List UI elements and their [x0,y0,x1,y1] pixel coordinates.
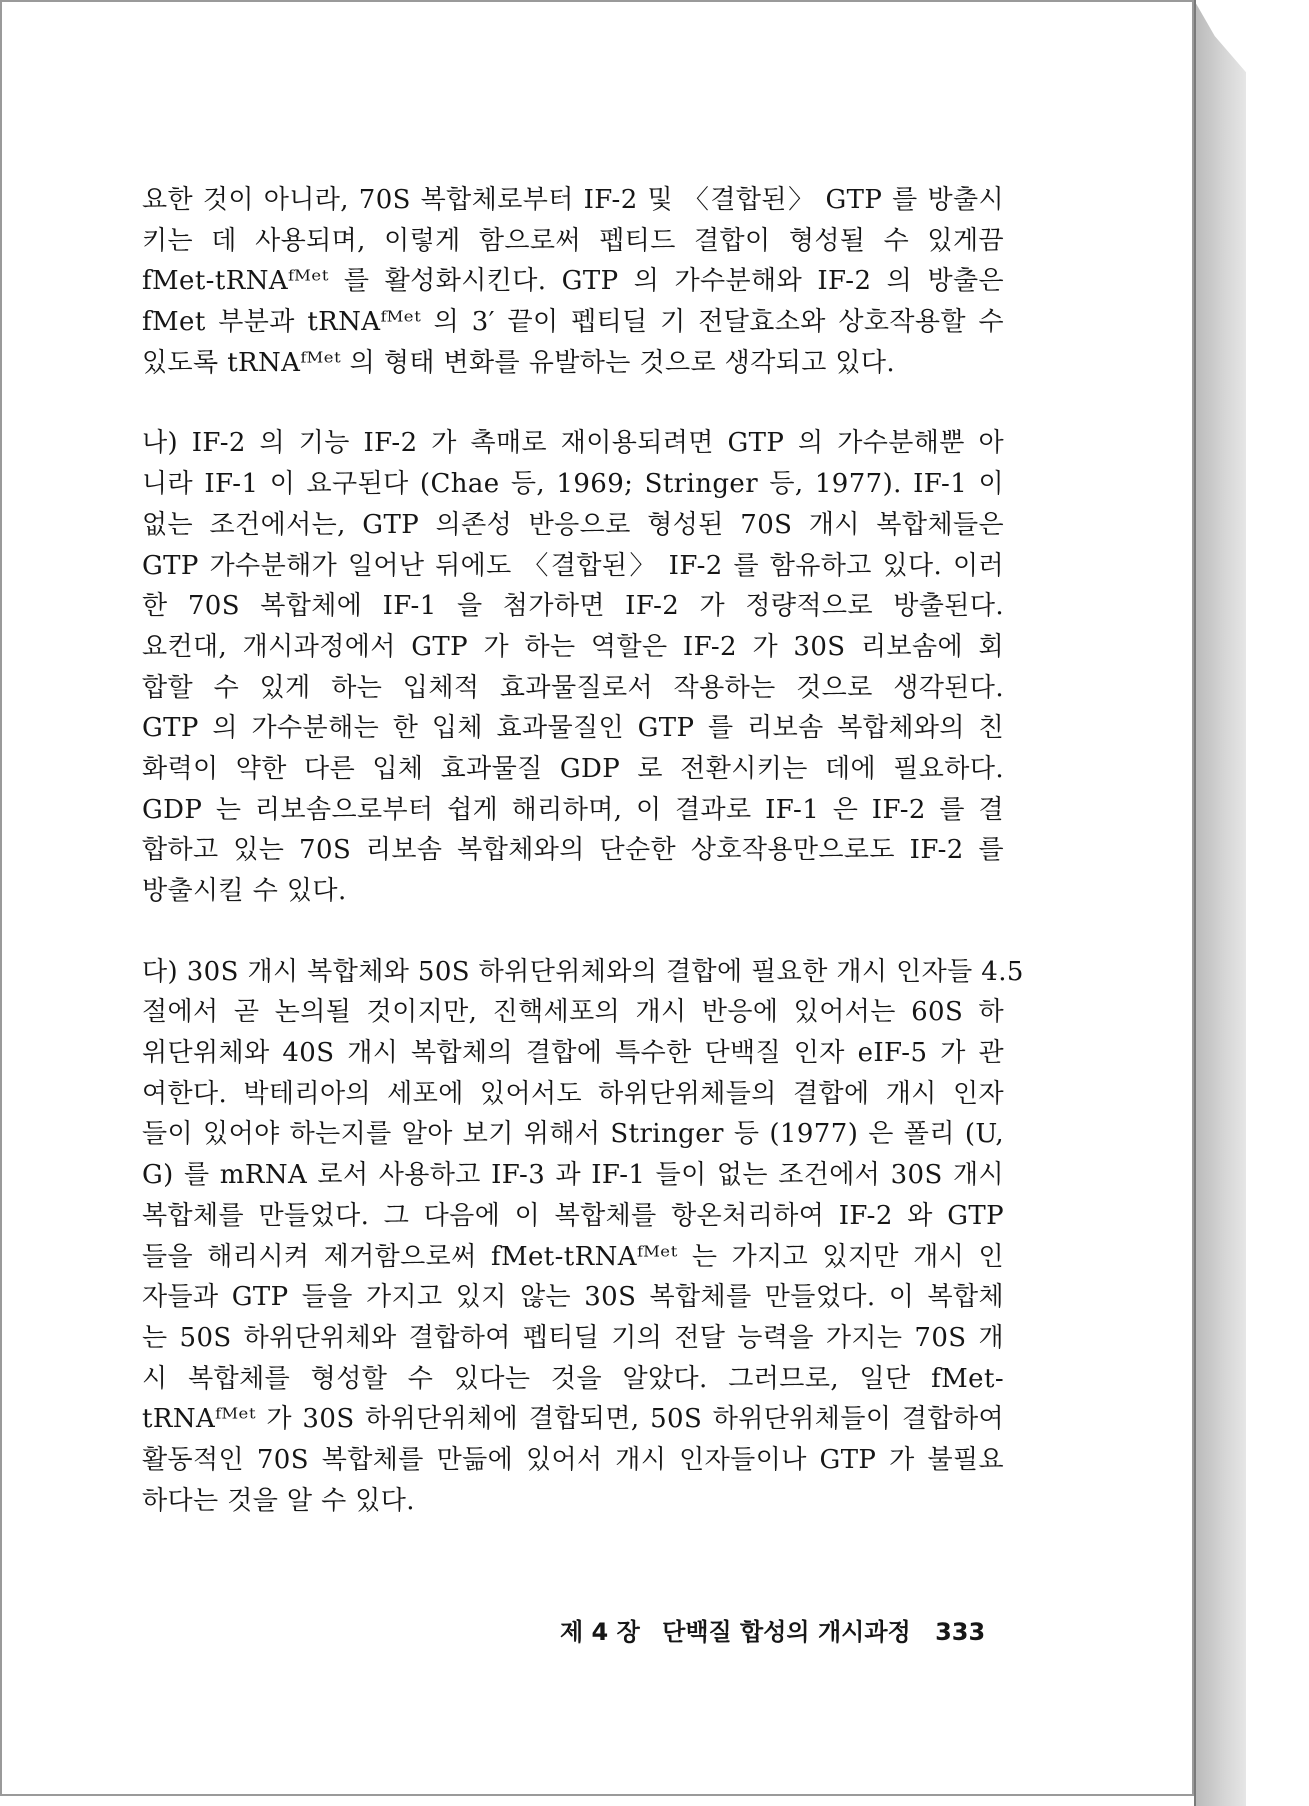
text-line: GTP 의 가수분해는 한 입체 효과물질인 GTP 를 리보솜 복합체와의 친 [142,713,1004,744]
page-edge-border [1194,0,1196,1806]
text-line: 합하고 있는 70S 리보솜 복합체와의 단순한 상호작용만으로도 IF-2 를 [142,835,1004,866]
text-line: G) 를 mRNA 로서 사용하고 IF-3 과 IF-1 들이 없는 조건에서 30S 개시 [142,1160,1004,1191]
text-line: 나) IF-2 의 기능 IF-2 가 촉매로 재이용되려면 GTP 의 가수분해뿐 아 [142,428,1004,459]
text-line: 화력이 약한 다른 입체 효과물질 GDP 로 전환시키는 데에 필요하다. [142,753,1004,784]
text-line: 복합체를 만들었다. 그 다음에 이 복합체를 항온처리하여 IF-2 와 GTP [142,1200,1004,1231]
text-line: 시 복합체를 형성할 수 있다는 것을 알았다. 그러므로, 일단 fMet- [142,1363,1004,1394]
text-line: 다) 30S 개시 복합체와 50S 하위단위체와의 결합에 필요한 개시 인자들 4.5 [142,956,1024,987]
text-line: 위단위체와 40S 개시 복합체의 결합에 특수한 단백질 인자 eIF-5 가 관 [142,1038,1004,1069]
text-line: 키는 데 사용되며, 이렇게 함으로써 펩티드 결합이 형성될 수 있게끔 [142,225,1004,256]
text-line: 요한 것이 아니라, 70S 복합체로부터 IF-2 및 〈결합된〉 GTP 를 방출시 [142,185,1004,215]
paragraph-1 [142,180,1004,383]
text-line: tRNAᶠᴹᵉᵗ 가 30S 하위단위체에 결합되면, 50S 하위단위체들이 결합하여 [142,1404,1004,1435]
chapter-title: 단백질 합성의 개시과정 [662,1618,911,1646]
text-line: 니라 IF-1 이 요구된다 (Chae 등, 1969; Stringer 등, 1977). IF-1 이 [142,469,1004,500]
text-line: GDP 는 리보솜으로부터 쉽게 해리하며, 이 결과로 IF-1 은 IF-2 를 결 [142,794,1004,825]
page-body [142,180,1024,1521]
text-line: 자들과 GTP 들을 가지고 있지 않는 30S 복합체를 만들었다. 이 복합체 [142,1282,1004,1313]
page-footer [560,1612,986,1647]
text-line: 한 70S 복합체에 IF-1 을 첨가하면 IF-2 가 정량적으로 방출된다. [142,591,1004,622]
page-stack-edge [1194,0,1246,1806]
page-number: 333 [935,1618,986,1646]
text-line: 방출시킬 수 있다. [142,876,347,906]
text-line: 들을 해리시켜 제거함으로써 fMet-tRNAᶠᴹᵉᵗ 는 가지고 있지만 개시 인 [142,1241,1004,1272]
paragraph-2-if2-function [142,423,1004,911]
text-line: 는 50S 하위단위체와 결합하여 펩티딜 기의 전달 능력을 가지는 70S 개 [142,1322,1004,1353]
paragraph-3-initiation-factors [142,952,1024,1522]
text-line: 합할 수 있게 하는 입체적 효과물질로서 작용하는 것으로 생각된다. [142,672,1004,703]
text-line: 없는 조건에서는, GTP 의존성 반응으로 형성된 70S 개시 복합체들은 [142,509,1004,540]
text-line: 활동적인 70S 복합체를 만듦에 있어서 개시 인자들이나 GTP 가 불필요 [142,1444,1004,1475]
text-line: fMet-tRNAᶠᴹᵉᵗ 를 활성화시킨다. GTP 의 가수분해와 IF-2 의 방출은 [142,266,1004,297]
text-line: 들이 있어야 하는지를 알아 보기 위해서 Stringer 등 (1977) 은 폴리 (U, [142,1119,1004,1150]
text-line: 절에서 곧 논의될 것이지만, 진핵세포의 개시 반응에 있어서는 60S 하 [142,997,1004,1028]
text-line: GTP 가수분해가 일어난 뒤에도 〈결합된〉 IF-2 를 함유하고 있다. 이러 [142,550,1004,581]
text-line: fMet 부분과 tRNAᶠᴹᵉᵗ 의 3′ 끝이 펩티딜 기 전달효소와 상호작용할 수 [142,307,1004,338]
text-line: 하다는 것을 알 수 있다. [142,1485,415,1516]
text-line: 여한다. 박테리아의 세포에 있어서도 하위단위체들의 결합에 개시 인자 [142,1078,1004,1109]
chapter-label: 제 4 장 [560,1618,640,1646]
text-line: 요컨대, 개시과정에서 GTP 가 하는 역할은 IF-2 가 30S 리보솜에 회 [142,631,1004,662]
text-line: 있도록 tRNAᶠᴹᵉᵗ 의 형태 변화를 유발하는 것으로 생각되고 있다. [142,347,896,378]
